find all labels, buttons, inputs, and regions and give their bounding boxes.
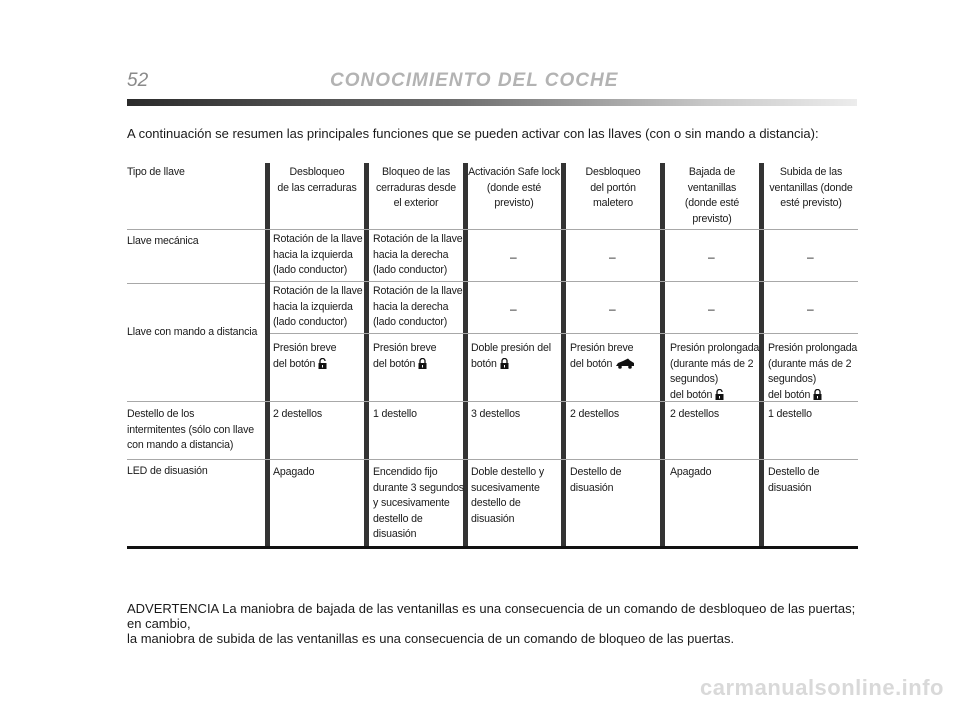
table-cell: 2 destellos — [273, 408, 322, 420]
column-header: Bajada de ventanillas (donde esté previsto) — [684, 166, 740, 225]
section-title: CONOCIMIENTO DEL COCHE — [330, 70, 619, 91]
padlock-closed-icon — [813, 389, 822, 400]
table-cell-dash: – — [510, 302, 517, 316]
table-cell-dash: – — [609, 302, 616, 316]
column-header: Activación Safe lock (donde esté previsto) — [468, 166, 560, 210]
row-divider — [127, 459, 858, 460]
table-cell: 2 destellos — [570, 408, 619, 420]
table-cell: Doble presión del botón — [471, 342, 551, 370]
watermark-text: carmanualsonline.info — [700, 675, 944, 700]
padlock-open-icon — [715, 389, 724, 400]
table-cell-dash: – — [807, 250, 814, 264]
table-cell: Presión breve del botón — [570, 342, 634, 370]
table-cell: Encendido fijo durante 3 segundos y sucesivamente destello de disuasión — [373, 466, 464, 541]
row-label-blink: Destello de los intermitentes (sólo con llave con mando a distancia) — [127, 408, 254, 452]
row-divider — [270, 281, 858, 282]
column-header: Desbloqueo del portón maletero — [585, 166, 641, 210]
padlock-closed-icon — [418, 358, 427, 369]
column-header: Subida de las ventanillas (donde esté previsto) — [769, 166, 853, 210]
header-gradient-bar — [127, 99, 857, 106]
table-cell: Rotación de la llave hacia la izquierda (lado conductor) — [273, 285, 363, 329]
padlock-open-icon — [318, 358, 327, 369]
table-cell-dash: – — [609, 250, 616, 264]
table-cell: Presión breve del botón — [273, 342, 337, 370]
table-cell: 1 destello — [768, 408, 812, 420]
table-cell: Presión breve del botón — [373, 342, 437, 370]
table-cell: 1 destello — [373, 408, 417, 420]
table-cell: Rotación de la llave hacia la derecha (lado conductor) — [373, 233, 463, 277]
row-label-mechanical: Llave mecánica — [127, 235, 199, 247]
row-label-remote: Llave con mando a distancia — [127, 326, 258, 338]
column-divider — [364, 163, 369, 549]
table-cell: Apagado — [670, 466, 712, 478]
column-header: Bloqueo de las cerraduras desde el exterior — [375, 166, 457, 210]
row-divider — [127, 229, 858, 230]
table-cell-dash: – — [510, 250, 517, 264]
row-divider — [127, 283, 265, 284]
column-divider — [759, 163, 764, 549]
column-divider — [265, 163, 270, 549]
row-label-led: LED de disuasión — [127, 465, 208, 477]
intro-text: A continuación se resumen las principales funciones que se pueden activar con las llaves (con o sin mando a distancia): — [127, 126, 819, 141]
table-cell-dash: – — [708, 302, 715, 316]
table-cell: Rotación de la llave hacia la derecha (lado conductor) — [373, 285, 463, 329]
table-cell: Apagado — [273, 466, 315, 478]
table-cell: Rotación de la llave hacia la izquierda (lado conductor) — [273, 233, 363, 277]
warning-note: ADVERTENCIA La maniobra de bajada de las ventanillas es una consecuencia de un comando de desbloqueo de las puertas; en cambio, la maniobra de subida de las ventanillas es una consecuencia de un comando de bloqueo de las puertas. — [127, 601, 856, 646]
column-header: Desbloqueo de las cerraduras — [277, 166, 357, 194]
column-divider — [561, 163, 566, 549]
row-divider — [270, 333, 858, 334]
page-number: 52 — [127, 70, 149, 91]
table-cell: 2 destellos — [670, 408, 719, 420]
table-bottom-rule — [127, 546, 858, 549]
header-key-type: Tipo de llave — [127, 166, 185, 178]
table-cell: Destello de disuasión — [768, 466, 820, 494]
table-cell: Presión prolongada (durante más de 2 segundos) del botón — [768, 342, 858, 401]
table-cell-dash: – — [708, 250, 715, 264]
padlock-closed-icon — [500, 358, 509, 369]
table-cell-dash: – — [807, 302, 814, 316]
table-cell: Doble destello y sucesivamente destello de disuasión — [471, 466, 544, 525]
car-trunk-icon — [615, 358, 635, 369]
table-cell: Presión prolongada (durante más de 2 segundos) del botón — [670, 342, 760, 401]
table-cell: 3 destellos — [471, 408, 520, 420]
table-cell: Destello de disuasión — [570, 466, 622, 494]
